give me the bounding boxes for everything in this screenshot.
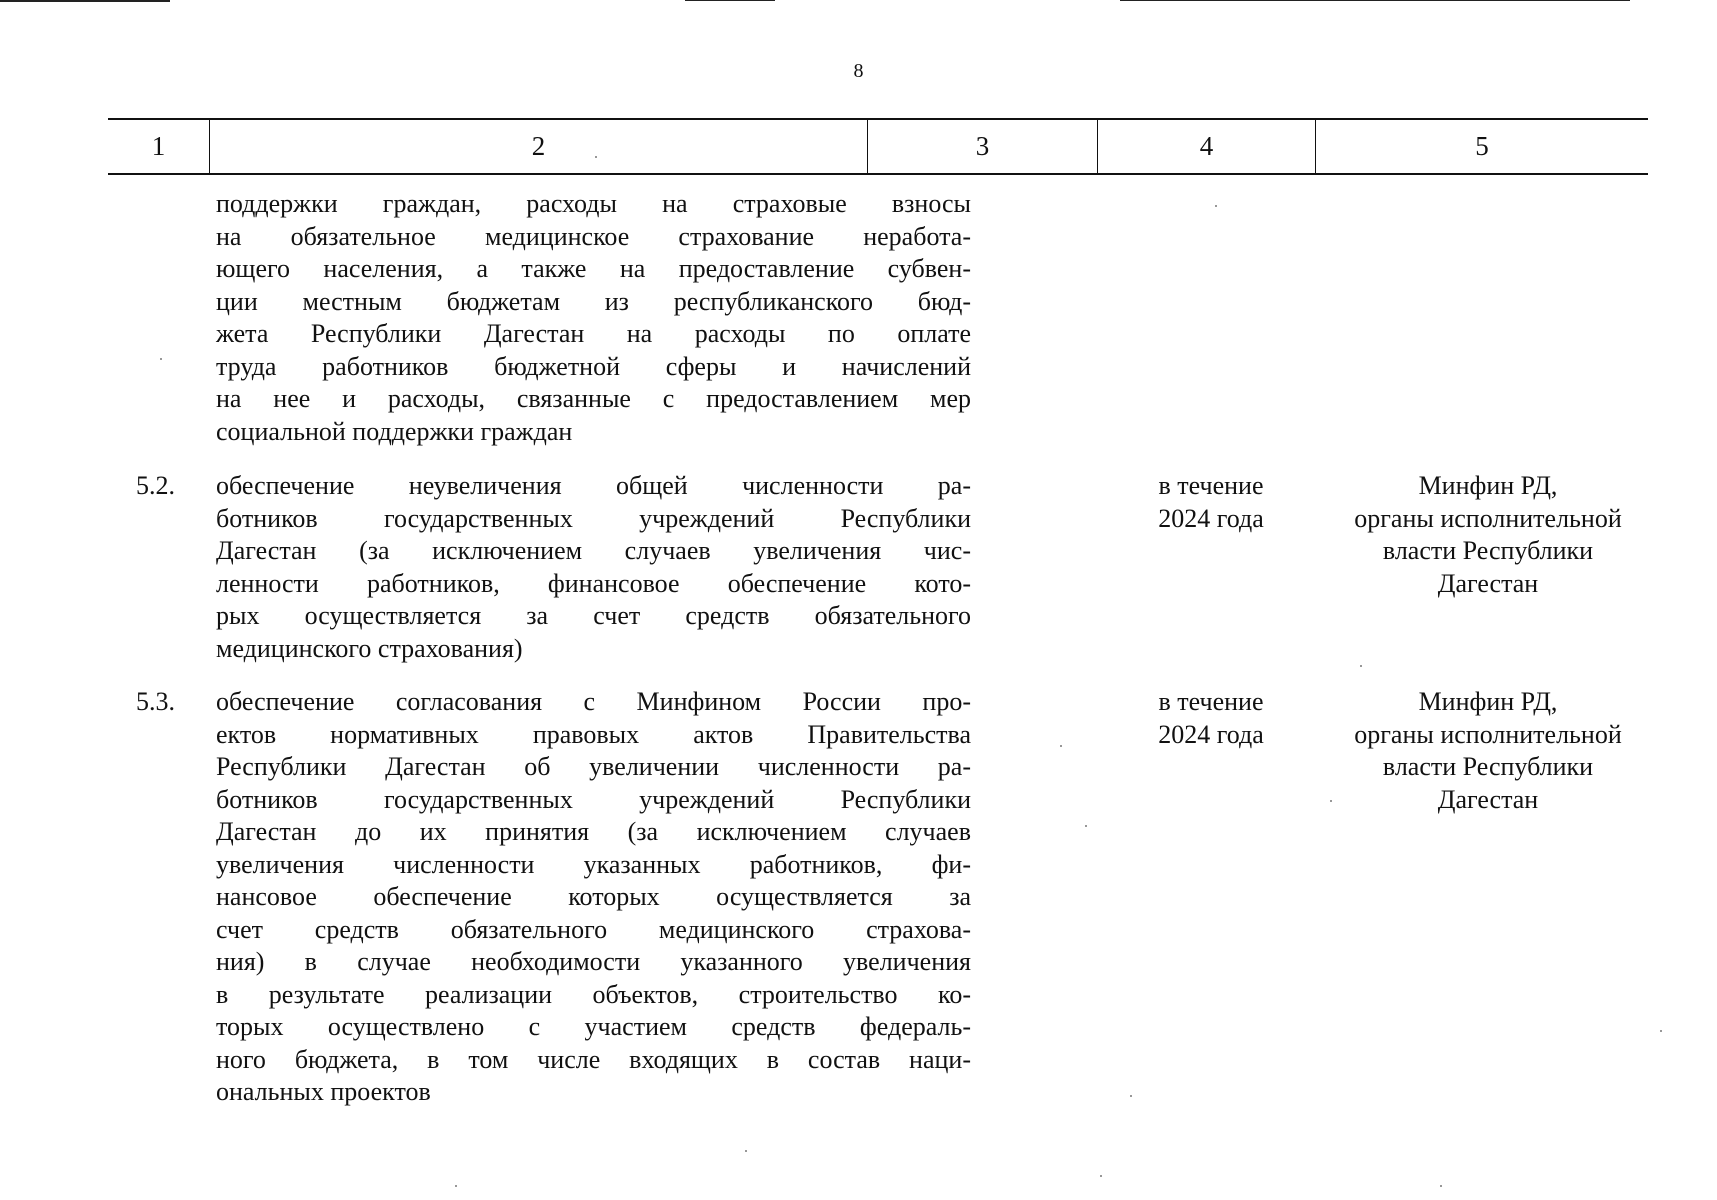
scan-speck [745, 1150, 747, 1152]
scan-speck [1100, 1175, 1102, 1177]
scan-speck [455, 1185, 457, 1187]
text-line: ональных проектов [216, 1077, 431, 1106]
text-line: медицинского страхования) [216, 633, 523, 663]
scan-speck [1060, 745, 1062, 747]
row-number: 5.2. [136, 471, 175, 500]
term-line: в течение [1158, 471, 1264, 500]
text-line: ленности работников, финансовое обеспечение кото- [216, 568, 971, 598]
text-line: на обязательное медицинское страхование неработа- [216, 221, 971, 251]
responsible-line: Дагестан [1437, 784, 1539, 814]
responsible-line: Минфин РД, [1418, 471, 1558, 500]
text-line: нансовое обеспечение которых осуществляется за [216, 882, 971, 911]
text-line: Дагестан до их принятия (за исключением случаев [216, 817, 971, 846]
table-header-col-2: 2 [209, 120, 867, 173]
text-line: ботников государственных учреждений Республики [216, 784, 971, 814]
responsible-line: органы исполнительной [1354, 719, 1622, 749]
row-text [216, 188, 971, 448]
responsible-line: власти Республики [1382, 536, 1594, 565]
term-line: 2024 года [1158, 719, 1264, 749]
scan-speck [1130, 1095, 1132, 1097]
scan-speck [1085, 825, 1087, 827]
text-line: ния) в случае необходимости указанного увеличения [216, 947, 971, 976]
text-line: труда работников бюджетной сферы и начислений [216, 351, 971, 381]
responsible-line: власти Республики [1382, 752, 1594, 781]
text-line: ции местным бюджетам из республиканского бюд- [216, 286, 971, 316]
text-line: ектов нормативных правовых актов Правительства [216, 719, 971, 749]
text-line: счет средств обязательного медицинского страхова- [216, 914, 971, 944]
row-responsible [1328, 470, 1648, 600]
responsible-line: Минфин РД, [1418, 687, 1558, 716]
row-term [1111, 686, 1311, 751]
text-line: Дагестан (за исключением случаев увеличения чис- [216, 536, 971, 565]
table-header-col-4: 4 [1097, 120, 1315, 173]
scan-artifact-line [0, 0, 170, 2]
table-header-row [108, 118, 1648, 175]
responsible-line: Дагестан [1437, 568, 1539, 598]
scan-artifact-line [685, 0, 775, 1]
row-responsible [1328, 686, 1648, 816]
row-number: 5.3. [136, 687, 175, 716]
text-line: ботников государственных учреждений Республики [216, 503, 971, 533]
scan-speck [1440, 1185, 1442, 1187]
text-line: обеспечение неувеличения общей численности ра- [216, 471, 971, 500]
scan-speck [1330, 800, 1332, 802]
text-line: рых осуществляется за счет средств обязательного [216, 601, 971, 630]
responsible-line: органы исполнительной [1354, 503, 1622, 533]
row-text [216, 470, 971, 665]
scan-speck [1660, 1030, 1662, 1032]
scan-speck [1360, 665, 1362, 667]
row-term [1111, 470, 1311, 535]
term-line: 2024 года [1158, 503, 1264, 533]
text-line: жета Республики Дагестан на расходы по оплате [216, 319, 971, 348]
row-text [216, 686, 971, 1109]
page-number: 8 [853, 60, 864, 82]
table-header-col-5: 5 [1315, 120, 1648, 173]
table-header-col-1: 1 [151, 131, 166, 161]
scan-speck [595, 156, 597, 158]
table-header-col-3: 3 [867, 120, 1097, 173]
text-line: поддержки граждан, расходы на страховые взносы [216, 189, 971, 218]
text-line: в результате реализации объектов, строительство ко- [216, 979, 971, 1009]
text-line: торых осуществлено с участием средств федераль- [216, 1012, 971, 1041]
scan-speck [160, 358, 162, 360]
scan-speck [1215, 205, 1217, 207]
text-line: Республики Дагестан об увеличении численности ра- [216, 752, 971, 781]
text-line: увеличения численности указанных работников, фи- [216, 849, 971, 879]
text-line: ющего населения, а также на предоставление субвен- [216, 254, 971, 283]
term-line: в течение [1158, 687, 1264, 716]
scan-artifact-line [1120, 0, 1630, 1]
text-line: социальной поддержки граждан [216, 416, 573, 446]
text-line: на нее и расходы, связанные с предоставлением мер [216, 384, 971, 413]
text-line: ного бюджета, в том числе входящих в состав наци- [216, 1044, 971, 1074]
text-line: обеспечение согласования с Минфином России про- [216, 687, 971, 716]
